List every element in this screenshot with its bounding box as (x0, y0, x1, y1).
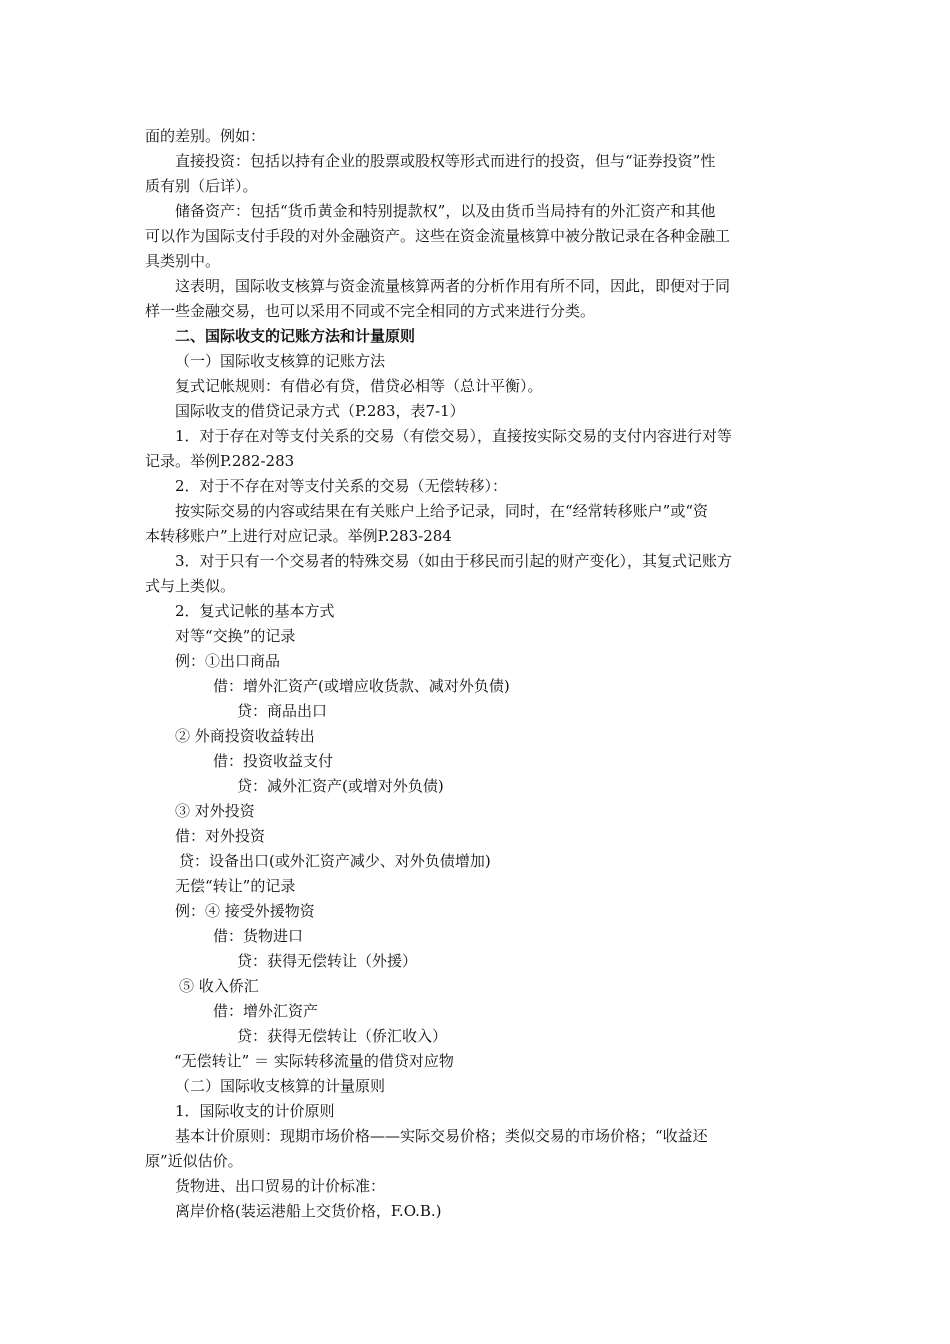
text-line: 本转移账户”上进行对应记录。举例P.283-284 (145, 527, 452, 545)
text-line: 原”近似估价。 (145, 1152, 243, 1170)
text-line: 按实际交易的内容或结果在有关账户上给予记录，同时，在“经常转移账户”或“资 (175, 502, 709, 520)
text-line: 国际收支的借贷记录方式（P.283，表7-1） (175, 402, 465, 420)
text-line: 储备资产：包括“货币黄金和特别提款权”，以及由货币当局持有的外汇资产和其他 (175, 202, 716, 220)
document-body (145, 124, 810, 1224)
text-line: 面的差别。例如： (145, 127, 266, 145)
text-line: 离岸价格(装运港船上交货价格，F.O.B.) (175, 1202, 442, 1220)
text-line: 2．复式记帐的基本方式 (175, 602, 335, 620)
text-line: 直接投资：包括以持有企业的股票或股权等形式而进行的投资，但与“证券投资”性 (175, 152, 716, 170)
text-line: 式与上类似。 (145, 577, 236, 595)
text-line: 2．对于不存在对等支付关系的交易（无偿转移）： (175, 477, 508, 495)
example-line: 例：①出口商品 (175, 652, 281, 670)
text-line: 基本计价原则：现期市场价格——实际交易价格；类似交易的市场价格；“收益还 (175, 1127, 708, 1145)
section-heading: 二、国际收支的记账方法和计量原则 (175, 327, 416, 345)
debit-entry: 借：增外汇资产 (213, 1002, 319, 1020)
credit-entry: 贷：减外汇资产(或增对外负债) (237, 777, 444, 795)
example-line: ③ 对外投资 (175, 802, 255, 820)
credit-entry: 贷：获得无偿转让（侨汇收入） (237, 1027, 448, 1045)
text-line: 3．对于只有一个交易者的特殊交易（如由于移民而引起的财产变化），其复式记账方 (175, 552, 733, 570)
text-line: “无偿转让” ＝ 实际转移流量的借贷对应物 (174, 1052, 454, 1070)
debit-entry: 借：货物进口 (213, 927, 304, 945)
example-line: ② 外商投资收益转出 (175, 727, 315, 745)
text-line: 复式记帐规则：有借必有贷，借贷必相等（总计平衡）。 (175, 377, 543, 395)
text-line: 质有别（后详）。 (145, 177, 258, 195)
subsection-heading: （二）国际收支核算的计量原则 (175, 1077, 386, 1095)
text-line: 这表明，国际收支核算与资金流量核算两者的分析作用有所不同，因此，即便对于同 (175, 277, 731, 295)
debit-entry: 借：投资收益支付 (213, 752, 334, 770)
text-line: 具类别中。 (145, 252, 221, 270)
example-line: 例：④ 接受外援物资 (175, 902, 315, 920)
credit-entry: 贷：商品出口 (237, 702, 328, 720)
text-line: 样一些金融交易，也可以采用不同或不完全相同的方式来进行分类。 (145, 302, 596, 320)
debit-entry: 借：增外汇资产(或增应收货款、减对外负债) (213, 677, 510, 695)
credit-entry: 贷：获得无偿转让（外援） (237, 952, 418, 970)
text-line: 对等“交换”的记录 (175, 627, 296, 645)
text-line: 1．国际收支的计价原则 (175, 1102, 335, 1120)
text-line: 无偿“转让”的记录 (175, 877, 296, 895)
credit-entry: 贷：设备出口(或外汇资产减少、对外负债增加) (179, 852, 491, 870)
text-line: 1．对于存在对等支付关系的交易（有偿交易），直接按实际交易的支付内容进行对等 (175, 427, 733, 445)
debit-entry: 借：对外投资 (175, 827, 266, 845)
example-line: ⑤ 收入侨汇 (179, 977, 259, 995)
text-line: 记录。举例P.282-283 (145, 452, 295, 470)
subsection-heading: （一）国际收支核算的记账方法 (175, 352, 386, 370)
text-line: 可以作为国际支付手段的对外金融资产。这些在资金流量核算中被分散记录在各种金融工 (145, 227, 731, 245)
text-line: 货物进、出口贸易的计价标准： (175, 1177, 386, 1195)
